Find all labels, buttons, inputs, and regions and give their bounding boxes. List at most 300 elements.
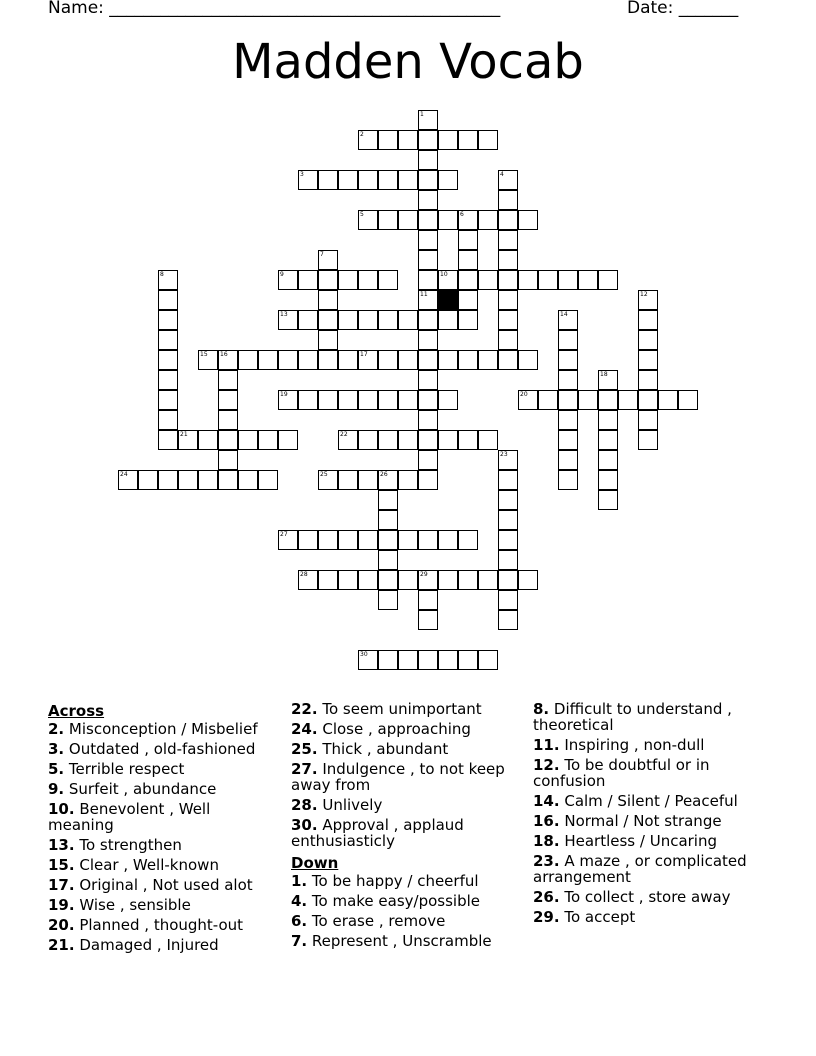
across-clue xyxy=(291,761,521,797)
grid-cell[interactable] xyxy=(338,430,358,450)
clue-text: Damaged , Injured xyxy=(74,936,219,954)
grid-cell[interactable] xyxy=(318,290,338,310)
clue-text: To be happy / cheerful xyxy=(307,872,479,890)
clue-number: 5 xyxy=(360,211,364,218)
clue-text: To erase , remove xyxy=(307,912,446,930)
clue-number: 30 xyxy=(360,651,368,658)
clue-number-label: 17. xyxy=(48,876,75,894)
grid-cell[interactable] xyxy=(418,190,438,210)
grid-cell[interactable] xyxy=(498,330,518,350)
grid-cell[interactable] xyxy=(438,310,458,330)
grid-cell[interactable] xyxy=(498,490,518,510)
grid-cell[interactable] xyxy=(338,270,358,290)
clue-number-label: 18. xyxy=(533,832,560,850)
grid-cell[interactable] xyxy=(458,230,478,250)
clue-text: Calm / Silent / Peaceful xyxy=(559,792,738,810)
grid-cell[interactable] xyxy=(318,570,338,590)
clue-number-label: 24. xyxy=(291,720,318,738)
grid-cell[interactable] xyxy=(358,570,378,590)
across-clue xyxy=(48,917,278,937)
clue-text: Benevolent , Well meaning xyxy=(48,800,211,834)
grid-cell[interactable] xyxy=(418,270,438,290)
grid-cell[interactable] xyxy=(418,370,438,390)
across-clue xyxy=(48,761,278,781)
grid-cell[interactable] xyxy=(498,570,518,590)
grid-cell[interactable] xyxy=(598,270,618,290)
grid-cell[interactable] xyxy=(278,390,298,410)
clue-text: Difficult to understand , theoretical xyxy=(533,700,732,734)
across-clue xyxy=(291,817,521,853)
clue-number-label: 25. xyxy=(291,740,318,758)
grid-cell[interactable] xyxy=(498,530,518,550)
grid-cell[interactable] xyxy=(238,350,258,370)
grid-cell[interactable] xyxy=(498,230,518,250)
grid-cell[interactable] xyxy=(518,350,538,370)
grid-cell[interactable] xyxy=(418,330,438,350)
grid-cell[interactable] xyxy=(158,410,178,430)
across-clue xyxy=(48,937,278,957)
grid-cell[interactable] xyxy=(418,450,438,470)
grid-cell[interactable] xyxy=(498,270,518,290)
clue-number: 14 xyxy=(560,311,568,318)
grid-cell[interactable] xyxy=(498,210,518,230)
grid-cell[interactable] xyxy=(158,370,178,390)
grid-cell[interactable] xyxy=(538,270,558,290)
grid-cell[interactable] xyxy=(338,310,358,330)
grid-cell[interactable] xyxy=(338,470,358,490)
grid-cell[interactable] xyxy=(218,390,238,410)
clue-number-label: 12. xyxy=(533,756,560,774)
grid-cell[interactable] xyxy=(458,570,478,590)
grid-cell[interactable] xyxy=(458,650,478,670)
grid-cell[interactable] xyxy=(558,330,578,350)
grid-cell[interactable] xyxy=(558,310,578,330)
grid-cell[interactable] xyxy=(218,410,238,430)
grid-cell[interactable] xyxy=(478,210,498,230)
grid-cell[interactable] xyxy=(458,250,478,270)
across-clue xyxy=(48,877,278,897)
grid-cell[interactable] xyxy=(518,390,538,410)
across-clue xyxy=(48,897,278,917)
grid-cell[interactable] xyxy=(478,570,498,590)
date-field-label: Date: _______ xyxy=(627,0,739,18)
grid-cell[interactable] xyxy=(418,610,438,630)
grid-cell[interactable] xyxy=(638,350,658,370)
grid-cell[interactable] xyxy=(438,210,458,230)
grid-cell[interactable] xyxy=(438,390,458,410)
clue-number: 24 xyxy=(120,471,128,478)
grid-cell[interactable] xyxy=(498,470,518,490)
grid-cell[interactable] xyxy=(418,470,438,490)
down-clue xyxy=(291,893,521,913)
grid-cell[interactable] xyxy=(458,290,478,310)
grid-cell[interactable] xyxy=(278,270,298,290)
down-clue xyxy=(533,909,773,929)
grid-cell[interactable] xyxy=(438,270,458,290)
grid-cell[interactable] xyxy=(498,290,518,310)
grid-cell[interactable] xyxy=(638,370,658,390)
clue-number: 4 xyxy=(500,171,504,178)
grid-cell[interactable] xyxy=(478,350,498,370)
grid-cell[interactable] xyxy=(378,650,398,670)
across-clue xyxy=(291,701,521,721)
name-field-label: Name: ______________________________________________ xyxy=(48,0,501,18)
grid-cell[interactable] xyxy=(218,450,238,470)
grid-cell[interactable] xyxy=(638,310,658,330)
clue-number: 6 xyxy=(460,211,464,218)
grid-cell[interactable] xyxy=(498,190,518,210)
grid-cell[interactable] xyxy=(358,130,378,150)
grid-cell[interactable] xyxy=(638,430,658,450)
clue-number: 8 xyxy=(160,271,164,278)
grid-cell[interactable] xyxy=(558,450,578,470)
grid-cell[interactable] xyxy=(418,390,438,410)
grid-cell[interactable] xyxy=(238,470,258,490)
grid-cell[interactable] xyxy=(598,390,618,410)
grid-cell[interactable] xyxy=(378,590,398,610)
clue-number-label: 11. xyxy=(533,736,560,754)
grid-cell[interactable] xyxy=(378,570,398,590)
grid-cell[interactable] xyxy=(598,490,618,510)
grid-cell[interactable] xyxy=(418,650,438,670)
grid-cell[interactable] xyxy=(378,130,398,150)
grid-cell[interactable] xyxy=(318,170,338,190)
grid-cell[interactable] xyxy=(338,170,358,190)
clue-number-label: 6. xyxy=(291,912,308,930)
grid-cell[interactable] xyxy=(378,310,398,330)
grid-cell[interactable] xyxy=(438,170,458,190)
grid-cell[interactable] xyxy=(598,450,618,470)
grid-cell[interactable] xyxy=(458,270,478,290)
clue-text: Unlively xyxy=(317,796,383,814)
grid-cell[interactable] xyxy=(578,390,598,410)
grid-cell[interactable] xyxy=(678,390,698,410)
clue-number: 18 xyxy=(600,371,608,378)
across-clue xyxy=(48,857,278,877)
grid-cell[interactable] xyxy=(578,270,598,290)
grid-cell[interactable] xyxy=(418,130,438,150)
clue-number-label: 3. xyxy=(48,740,65,758)
grid-cell[interactable] xyxy=(458,210,478,230)
grid-cell[interactable] xyxy=(518,570,538,590)
grid-cell[interactable] xyxy=(378,210,398,230)
grid-cell[interactable] xyxy=(498,550,518,570)
grid-cell[interactable] xyxy=(158,350,178,370)
grid-cell[interactable] xyxy=(418,170,438,190)
down-clue xyxy=(533,701,773,737)
grid-cell[interactable] xyxy=(398,210,418,230)
clue-number-label: 16. xyxy=(533,812,560,830)
grid-cell[interactable] xyxy=(218,350,238,370)
grid-cell[interactable] xyxy=(258,350,278,370)
grid-cell[interactable] xyxy=(438,530,458,550)
grid-cell[interactable] xyxy=(558,390,578,410)
grid-cell[interactable] xyxy=(558,350,578,370)
grid-cell[interactable] xyxy=(338,350,358,370)
grid-cell[interactable] xyxy=(158,330,178,350)
grid-cell[interactable] xyxy=(358,270,378,290)
grid-cell[interactable] xyxy=(498,350,518,370)
grid-cell[interactable] xyxy=(338,530,358,550)
clue-number: 16 xyxy=(220,351,228,358)
grid-cell[interactable] xyxy=(598,370,618,390)
grid-cell[interactable] xyxy=(398,130,418,150)
clue-text: Clear , Well-known xyxy=(74,856,219,874)
grid-cell[interactable] xyxy=(418,430,438,450)
grid-cell[interactable] xyxy=(318,470,338,490)
grid-cell[interactable] xyxy=(278,310,298,330)
clue-number: 21 xyxy=(180,431,188,438)
clue-number-label: 26. xyxy=(533,888,560,906)
clue-text: Normal / Not strange xyxy=(559,812,722,830)
grid-cell[interactable] xyxy=(538,390,558,410)
grid-cell[interactable] xyxy=(238,430,258,450)
grid-cell[interactable] xyxy=(278,530,298,550)
grid-cell[interactable] xyxy=(518,270,538,290)
grid-cell[interactable] xyxy=(358,210,378,230)
grid-cell[interactable] xyxy=(498,450,518,470)
grid-cell[interactable] xyxy=(158,290,178,310)
grid-cell[interactable] xyxy=(438,350,458,370)
clue-text: Misconception / Misbelief xyxy=(64,720,258,738)
grid-cell[interactable] xyxy=(598,470,618,490)
clue-number-label: 19. xyxy=(48,896,75,914)
clue-number: 22 xyxy=(340,431,348,438)
grid-cell[interactable] xyxy=(138,470,158,490)
clue-text: Terrible respect xyxy=(64,760,185,778)
grid-cell[interactable] xyxy=(498,310,518,330)
grid-cell[interactable] xyxy=(418,210,438,230)
clue-number-label: 4. xyxy=(291,892,308,910)
grid-cell[interactable] xyxy=(338,570,358,590)
clue-number-label: 29. xyxy=(533,908,560,926)
grid-cell[interactable] xyxy=(638,290,658,310)
grid-cell[interactable] xyxy=(158,470,178,490)
clue-number-label: 5. xyxy=(48,760,65,778)
grid-cell[interactable] xyxy=(458,530,478,550)
down-heading: Down xyxy=(291,854,339,872)
grid-cell[interactable] xyxy=(358,650,378,670)
down-clue xyxy=(533,757,773,793)
grid-cell[interactable] xyxy=(478,130,498,150)
grid-cell[interactable] xyxy=(218,430,238,450)
clue-number-label: 10. xyxy=(48,800,75,818)
grid-cell[interactable] xyxy=(178,470,198,490)
grid-cell[interactable] xyxy=(358,530,378,550)
clue-number: 12 xyxy=(640,291,648,298)
grid-cell[interactable] xyxy=(558,470,578,490)
grid-cell[interactable] xyxy=(218,470,238,490)
grid-cell[interactable] xyxy=(498,610,518,630)
clue-number: 27 xyxy=(280,531,288,538)
grid-cell[interactable] xyxy=(458,310,478,330)
clue-text: Planned , thought-out xyxy=(74,916,244,934)
grid-cell[interactable] xyxy=(378,530,398,550)
grid-cell[interactable] xyxy=(378,390,398,410)
grid-cell[interactable] xyxy=(398,310,418,330)
grid-cell[interactable] xyxy=(518,210,538,230)
grid-cell[interactable] xyxy=(298,530,318,550)
grid-cell[interactable] xyxy=(378,510,398,530)
grid-cell[interactable] xyxy=(458,430,478,450)
clue-number: 2 xyxy=(360,131,364,138)
clue-number-label: 27. xyxy=(291,760,318,778)
grid-cell[interactable] xyxy=(198,430,218,450)
grid-cell[interactable] xyxy=(278,350,298,370)
grid-cell[interactable] xyxy=(418,250,438,270)
grid-cell[interactable] xyxy=(358,470,378,490)
clue-number: 3 xyxy=(300,171,304,178)
grid-cell[interactable] xyxy=(398,430,418,450)
down-clue xyxy=(533,793,773,813)
grid-cell[interactable] xyxy=(298,170,318,190)
down-clue xyxy=(533,853,773,889)
clues-column-2 xyxy=(291,701,521,953)
grid-cell[interactable] xyxy=(318,330,338,350)
grid-cell[interactable] xyxy=(378,550,398,570)
grid-cell[interactable] xyxy=(478,650,498,670)
grid-cell[interactable] xyxy=(478,430,498,450)
grid-cell[interactable] xyxy=(318,350,338,370)
grid-cell[interactable] xyxy=(198,470,218,490)
grid-cell[interactable] xyxy=(198,350,218,370)
grid-cell[interactable] xyxy=(158,310,178,330)
grid-cell[interactable] xyxy=(258,470,278,490)
grid-cell[interactable] xyxy=(358,310,378,330)
grid-cell[interactable] xyxy=(378,170,398,190)
grid-cell[interactable] xyxy=(158,430,178,450)
clue-text: To accept xyxy=(559,908,636,926)
grid-cell[interactable] xyxy=(398,570,418,590)
grid-cell[interactable] xyxy=(378,430,398,450)
grid-cell[interactable] xyxy=(398,650,418,670)
grid-cell[interactable] xyxy=(358,350,378,370)
grid-cell[interactable] xyxy=(558,370,578,390)
grid-cell[interactable] xyxy=(438,130,458,150)
grid-cell[interactable] xyxy=(418,410,438,430)
clue-number: 10 xyxy=(440,271,448,278)
down-clue xyxy=(533,889,773,909)
grid-cell[interactable] xyxy=(438,650,458,670)
grid-cell[interactable] xyxy=(298,390,318,410)
grid-cell[interactable] xyxy=(458,350,478,370)
grid-cell[interactable] xyxy=(418,230,438,250)
grid-cell[interactable] xyxy=(418,570,438,590)
page-title: Madden Vocab xyxy=(232,34,584,90)
grid-cell[interactable] xyxy=(498,510,518,530)
grid-cell[interactable] xyxy=(598,430,618,450)
grid-cell[interactable] xyxy=(378,490,398,510)
grid-cell[interactable] xyxy=(418,150,438,170)
grid-cell[interactable] xyxy=(558,410,578,430)
clue-number-label: 14. xyxy=(533,792,560,810)
grid-cell[interactable] xyxy=(498,250,518,270)
grid-cell[interactable] xyxy=(218,370,238,390)
clue-number: 17 xyxy=(360,351,368,358)
grid-cell[interactable] xyxy=(638,330,658,350)
grid-cell[interactable] xyxy=(358,170,378,190)
grid-cell[interactable] xyxy=(418,590,438,610)
grid-cell[interactable] xyxy=(338,390,358,410)
grid-cell[interactable] xyxy=(558,430,578,450)
clue-text: A maze , or complicated arrangement xyxy=(533,852,747,886)
grid-cell[interactable] xyxy=(398,170,418,190)
clue-number-label: 9. xyxy=(48,780,65,798)
clue-text: Approval , applaud enthusiasticly xyxy=(291,816,464,850)
grid-cell[interactable] xyxy=(358,390,378,410)
grid-cell[interactable] xyxy=(258,430,278,450)
clue-text: Wise , sensible xyxy=(74,896,191,914)
clue-number: 25 xyxy=(320,471,328,478)
grid-cell[interactable] xyxy=(418,350,438,370)
grid-cell[interactable] xyxy=(398,470,418,490)
grid-cell[interactable] xyxy=(298,310,318,330)
grid-cell[interactable] xyxy=(658,390,678,410)
grid-cell[interactable] xyxy=(298,570,318,590)
grid-cell[interactable] xyxy=(318,530,338,550)
clue-text: To make easy/possible xyxy=(307,892,480,910)
down-clue xyxy=(291,873,521,893)
grid-cell[interactable] xyxy=(598,410,618,430)
grid-cell[interactable] xyxy=(318,250,338,270)
grid-cell[interactable] xyxy=(398,350,418,370)
grid-cell[interactable] xyxy=(638,390,658,410)
grid-cell[interactable] xyxy=(298,350,318,370)
down-clue xyxy=(533,737,773,757)
across-clue xyxy=(48,801,278,837)
grid-cell[interactable] xyxy=(418,290,438,310)
clue-text: Close , approaching xyxy=(317,720,471,738)
clue-text: Inspiring , non-dull xyxy=(559,736,705,754)
clue-number: 7 xyxy=(320,251,324,258)
grid-cell[interactable] xyxy=(418,110,438,130)
clue-number: 15 xyxy=(200,351,208,358)
grid-cell[interactable] xyxy=(378,350,398,370)
grid-cell[interactable] xyxy=(398,390,418,410)
clue-text: Original , Not used alot xyxy=(74,876,253,894)
grid-cell[interactable] xyxy=(458,130,478,150)
grid-cell[interactable] xyxy=(438,570,458,590)
grid-cell[interactable] xyxy=(498,590,518,610)
grid-cell[interactable] xyxy=(318,390,338,410)
grid-cell[interactable] xyxy=(118,470,138,490)
grid-cell[interactable] xyxy=(498,170,518,190)
grid-cell[interactable] xyxy=(418,310,438,330)
across-heading: Across xyxy=(48,702,105,720)
grid-cell[interactable] xyxy=(278,430,298,450)
grid-cell[interactable] xyxy=(558,270,578,290)
grid-cell[interactable] xyxy=(398,530,418,550)
grid-cell[interactable] xyxy=(378,270,398,290)
grid-cell[interactable] xyxy=(318,310,338,330)
grid-cell[interactable] xyxy=(298,270,318,290)
clue-text: To collect , store away xyxy=(559,888,731,906)
grid-cell[interactable] xyxy=(318,270,338,290)
grid-cell[interactable] xyxy=(158,390,178,410)
grid-cell[interactable] xyxy=(478,270,498,290)
across-clue xyxy=(48,741,278,761)
grid-cell[interactable] xyxy=(438,430,458,450)
grid-cell[interactable] xyxy=(638,410,658,430)
grid-cell[interactable] xyxy=(418,530,438,550)
down-clue xyxy=(533,813,773,833)
grid-cell[interactable] xyxy=(618,390,638,410)
grid-cell[interactable] xyxy=(178,430,198,450)
grid-cell[interactable] xyxy=(158,270,178,290)
clue-number-label: 7. xyxy=(291,932,308,950)
grid-cell[interactable] xyxy=(358,430,378,450)
grid-cell[interactable] xyxy=(378,470,398,490)
